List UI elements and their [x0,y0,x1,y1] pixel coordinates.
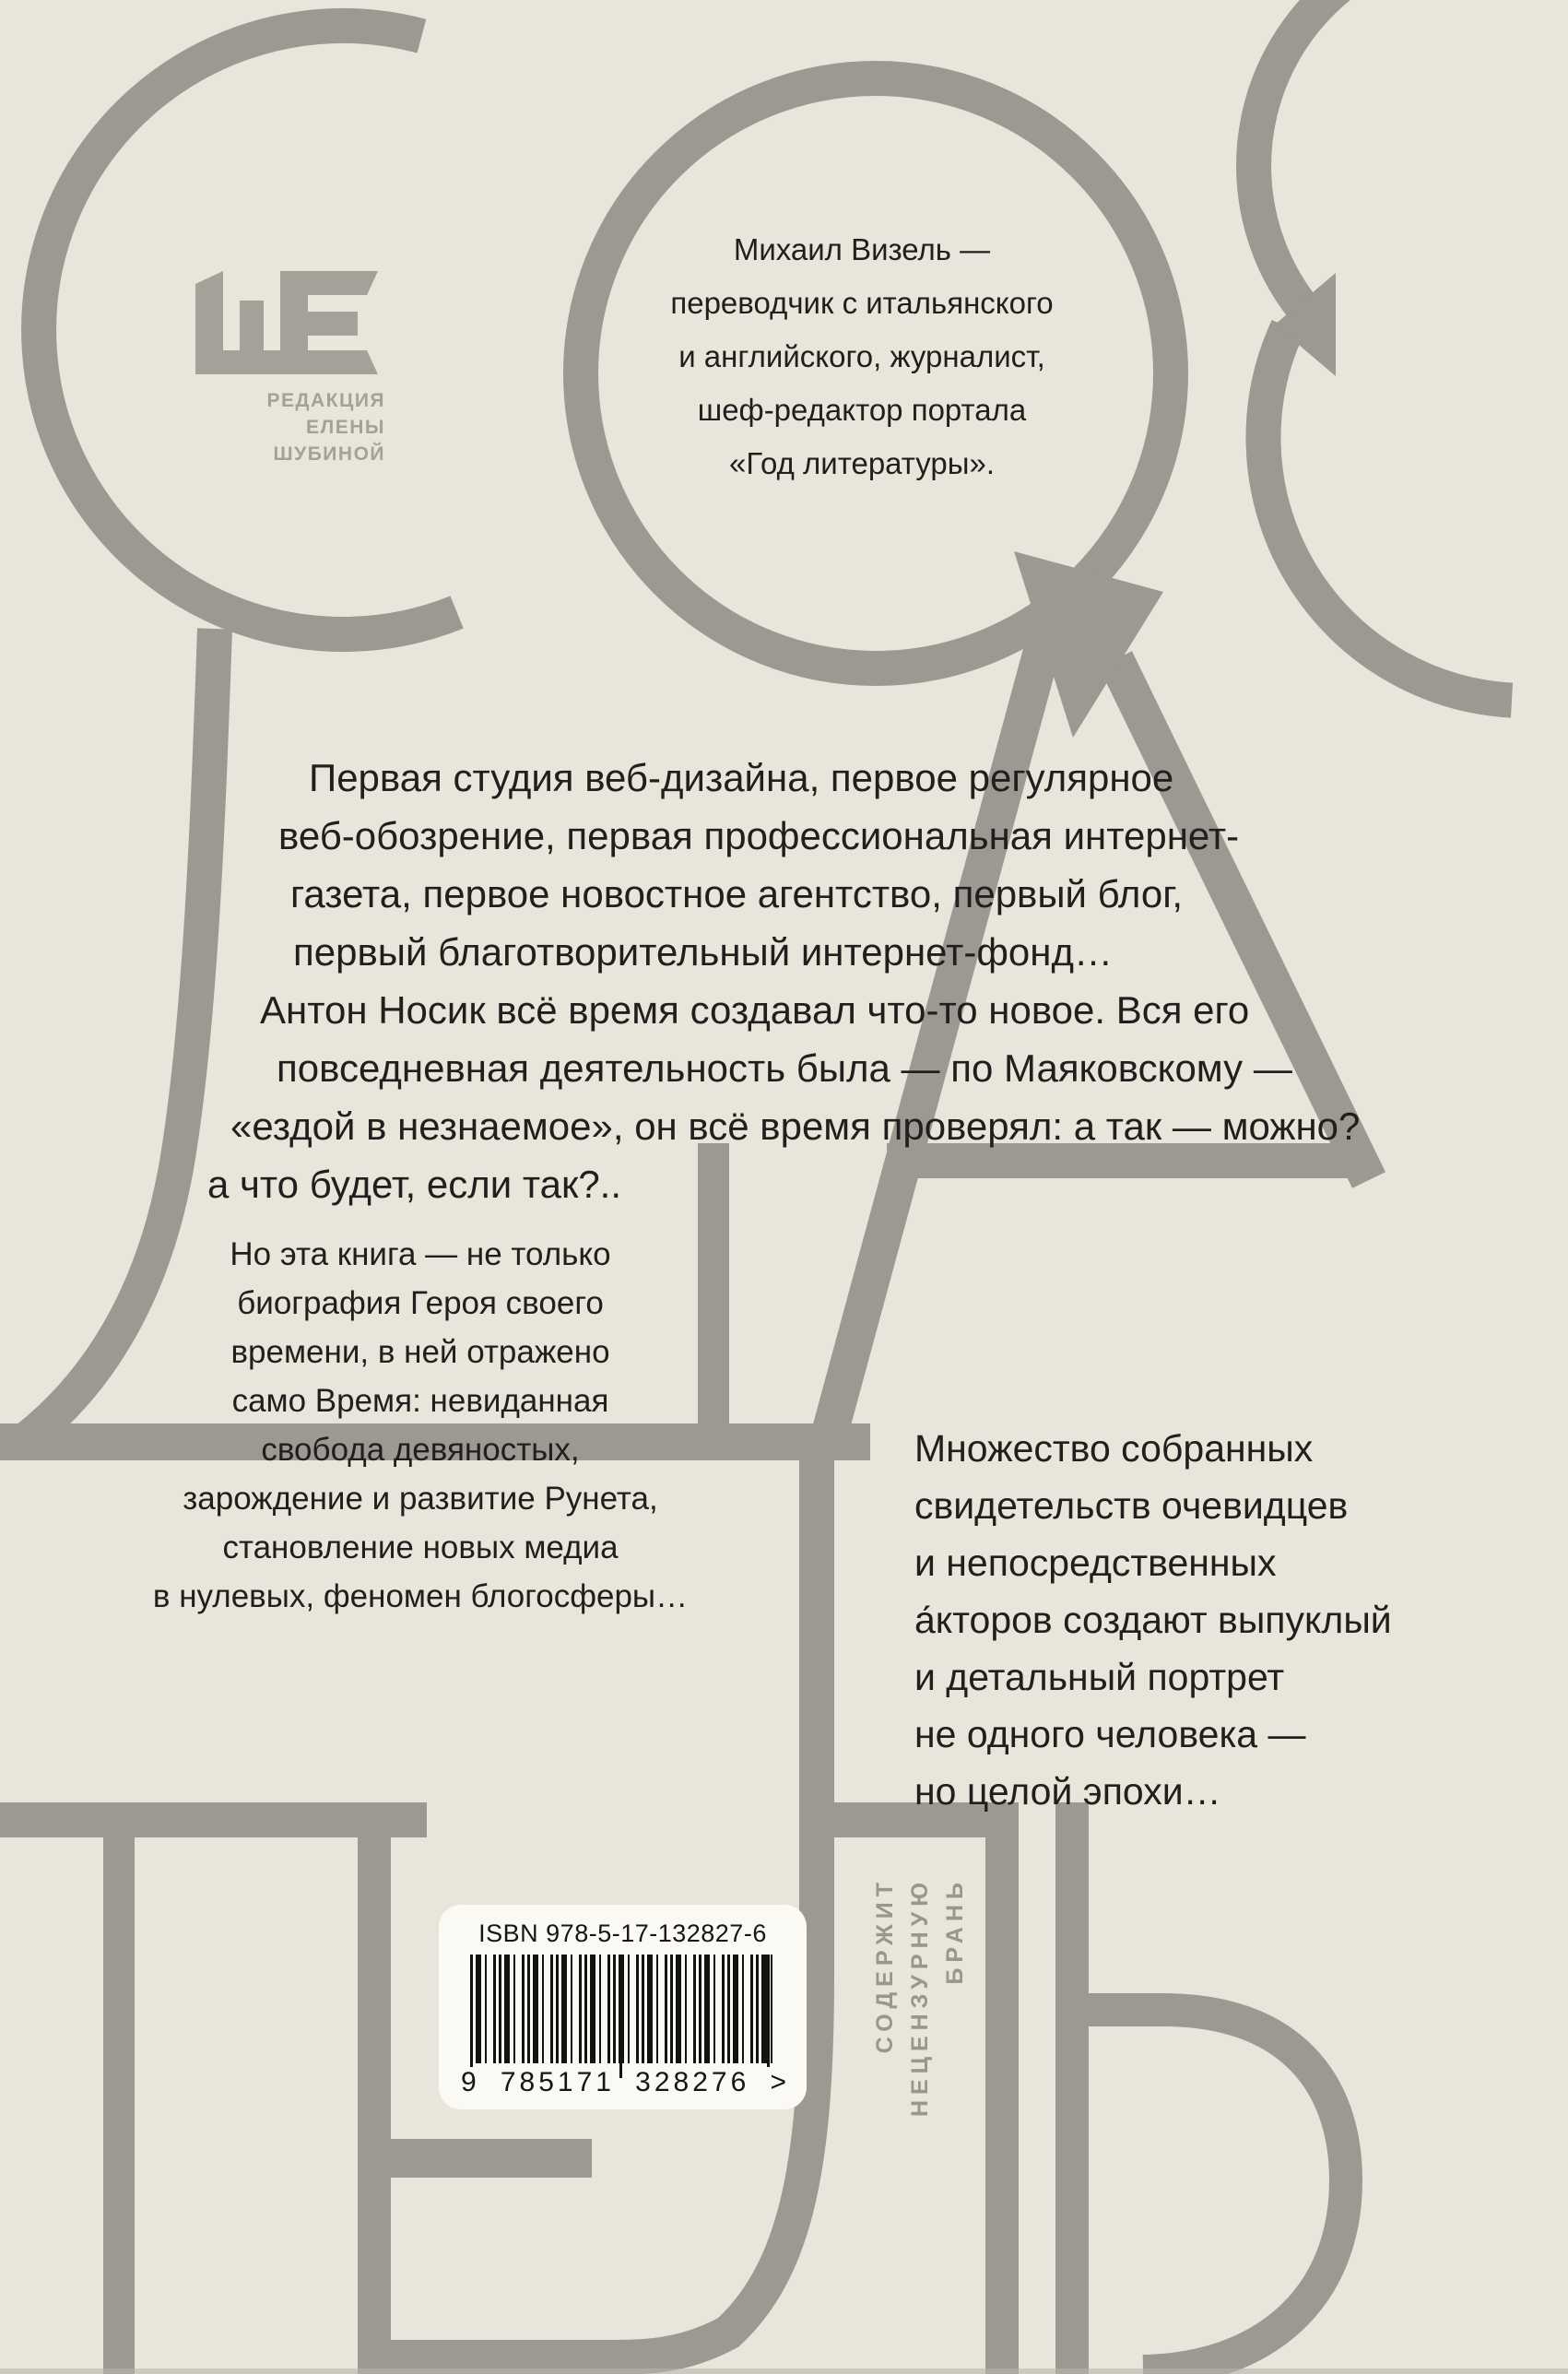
blurb-line: Первая студия веб-дизайна, первое регулярное [309,756,1174,799]
blurb-line: зарождение и развитие Рунета, [183,1481,658,1517]
blurb-line: но целой эпохи… [914,1770,1221,1813]
author-bio [572,223,1152,490]
barcode-digits [457,2067,794,2098]
content-warning-line: НЕЦЕНЗУРНУЮ [907,1877,933,2118]
blurb-line: Множество собранных [914,1427,1314,1470]
blurb-line: а что будет, если так?.. [207,1163,622,1206]
blurb-line: «ездой в незнаемое», он всё время проверял: а так — можно? [230,1104,1361,1148]
author-bio-line: переводчик с итальянского [670,286,1054,320]
isbn-label: ISBN 978-5-17-132827-6 [478,1919,767,1947]
content-warning-line: СОДЕРЖИТ [872,1877,898,2054]
blurb-paragraph-left [136,1230,704,1621]
blurb-line: газета, первое новостное агентство, первый блог, [290,872,1184,915]
giant-letter-soft-sign-bowl [1089,2010,1346,2371]
blurb-line: становление новых медиа [222,1530,619,1565]
blurb-line: не одного человека — [914,1713,1306,1755]
blurb-line: а́кторов создают выпуклый [914,1599,1392,1641]
page-bottom-edge [0,2368,1568,2374]
barcode-digit-group: 785171 [497,2067,619,2098]
blurb-line: первый благотворительный интернет-фонд… [293,930,1113,974]
giant-letter-z-upper-icon [1254,0,1405,323]
publisher-monogram-icon [195,264,385,376]
blurb-line: времени, в ней отражено [230,1334,610,1370]
blurb-line: биография Героя своего [237,1285,604,1321]
giant-letter-z-lower-icon [1263,327,1512,701]
isbn-barcode-block [439,1905,807,2109]
blurb-line: свобода девяностых, [261,1432,580,1468]
barcode-arrow: > [766,2067,794,2098]
blurb-line: свидетельств очевидцев [914,1484,1349,1527]
blurb-line: в нулевых, феномен блогосферы… [152,1578,689,1614]
blurb-line: Антон Носик всё время создавал что-то новое. Вся его [260,988,1250,1032]
blurb-line: и непосредственных [914,1541,1277,1584]
publisher-name-line1: РЕДАКЦИЯ [266,390,385,411]
barcode-digit-group: 9 [457,2067,484,2098]
barcode [470,1955,775,2063]
barcode-guard-bar [767,1955,770,2078]
publisher-logo [192,264,385,467]
author-bio-line: и английского, журналист, [678,339,1045,373]
author-bio-line: «Год литературы». [728,446,996,480]
blurb-line: повседневная деятельность была — по Маяковскому — [277,1046,1292,1090]
author-bio-line: Михаил Визель — [733,232,991,266]
barcode-digit-group: 328276 [631,2067,753,2098]
blurb-line: веб-обозрение, первая профессиональная интернет- [278,814,1240,857]
content-warning-line: БРАНЬ [942,1877,968,1985]
blurb-line: само Время: невиданная [231,1383,609,1419]
barcode-guard-bar [470,1955,473,2078]
blurb-paragraph-right [914,1420,1504,1820]
author-bio-line: шеф-редактор портала [697,393,1027,427]
blurb-line: Но эта книга — не только [230,1236,611,1272]
publisher-name-line2: ЕЛЕНЫ ШУБИНОЙ [273,417,385,465]
barcode-guard-bar [619,1955,622,2078]
blurb-paragraph-main [207,749,1535,1213]
blurb-line: и детальный портрет [914,1656,1285,1698]
